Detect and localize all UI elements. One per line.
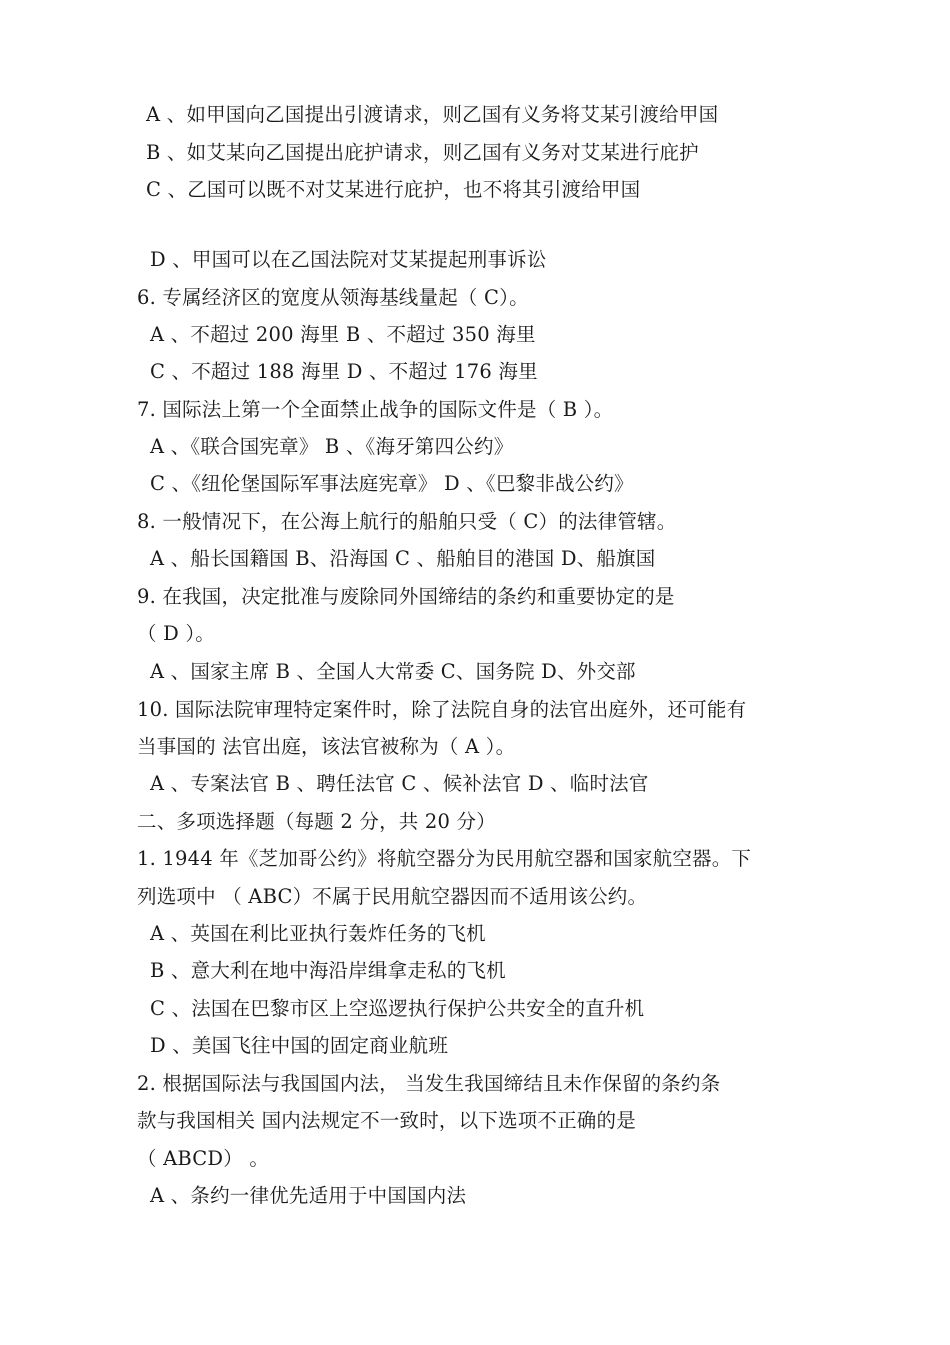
mc-question-2-cont: 款与我国相关 国内法规定不一致时，以下选项不正确的是 xyxy=(137,1109,636,1132)
question-6-options-cd: C 、不超过 188 海里 D 、不超过 176 海里 xyxy=(150,360,538,383)
mc-question-1-option-a: A 、英国在利比亚执行轰炸任务的飞机 xyxy=(150,922,486,945)
mc-question-1-option-d: D 、美国飞往中国的固定商业航班 xyxy=(150,1034,449,1057)
question-10-cont: 当事国的 法官出庭，该法官被称为（ A ）。 xyxy=(137,735,516,758)
option-c-neither: C 、乙国可以既不对艾某进行庇护，也不将其引渡给甲国 xyxy=(146,178,641,201)
option-d-prosecution: D 、甲国可以在乙国法院对艾某提起刑事诉讼 xyxy=(150,248,547,271)
question-9-answer: （ D ）。 xyxy=(137,622,215,645)
question-8-options: A 、船长国籍国 B、沿海国 C 、船舶目的港国 D、船旗国 xyxy=(150,547,656,570)
question-7-options-ab: A 、《联合国宪章》 B 、《海牙第四公约》 xyxy=(150,435,514,458)
mc-question-2: 2. 根据国际法与我国国内法， 当发生我国缔结且未作保留的条约条 xyxy=(137,1072,721,1095)
mc-question-2-option-a: A 、条约一律优先适用于中国国内法 xyxy=(150,1184,467,1207)
question-9-options: A 、国家主席 B 、全国人大常委 C、国务院 D、外交部 xyxy=(150,660,636,683)
question-10: 10. 国际法院审理特定案件时，除了法院自身的法官出庭外，还可能有 xyxy=(137,698,747,721)
question-7: 7. 国际法上第一个全面禁止战争的国际文件是（ B ）。 xyxy=(137,398,614,421)
option-a-extradition: A 、如甲国向乙国提出引渡请求，则乙国有义务将艾某引渡给甲国 xyxy=(146,103,719,126)
option-b-asylum: B 、如艾某向乙国提出庇护请求，则乙国有义务对艾某进行庇护 xyxy=(146,141,699,164)
mc-question-1-option-c: C 、法国在巴黎市区上空巡逻执行保护公共安全的直升机 xyxy=(150,997,645,1020)
mc-question-1: 1. 1944 年《芝加哥公约》将航空器分为民用航空器和国家航空器。下 xyxy=(137,847,752,870)
question-9: 9. 在我国，决定批准与废除同外国缔结的条约和重要协定的是 xyxy=(137,585,675,608)
question-6-options-ab: A 、不超过 200 海里 B 、不超过 350 海里 xyxy=(150,323,536,346)
question-7-options-cd: C 、《纽伦堡国际军事法庭宪章》 D 、《巴黎非战公约》 xyxy=(150,472,634,495)
question-10-options: A 、专案法官 B 、聘任法官 C 、候补法官 D 、临时法官 xyxy=(150,772,649,795)
mc-question-1-option-b: B 、意大利在地中海沿岸缉拿走私的飞机 xyxy=(150,959,506,982)
question-6: 6. 专属经济区的宽度从领海基线量起（ C）。 xyxy=(137,286,529,309)
mc-question-1-cont: 列选项中 （ ABC）不属于民用航空器因而不适用该公约。 xyxy=(137,885,648,908)
question-8: 8. 一般情况下，在公海上航行的船舶只受（ C）的法律管辖。 xyxy=(137,510,677,533)
mc-question-2-answer: （ ABCD） 。 xyxy=(137,1147,270,1170)
section-heading-multiple-choice: 二、多项选择题（每题 2 分，共 20 分） xyxy=(137,810,496,833)
